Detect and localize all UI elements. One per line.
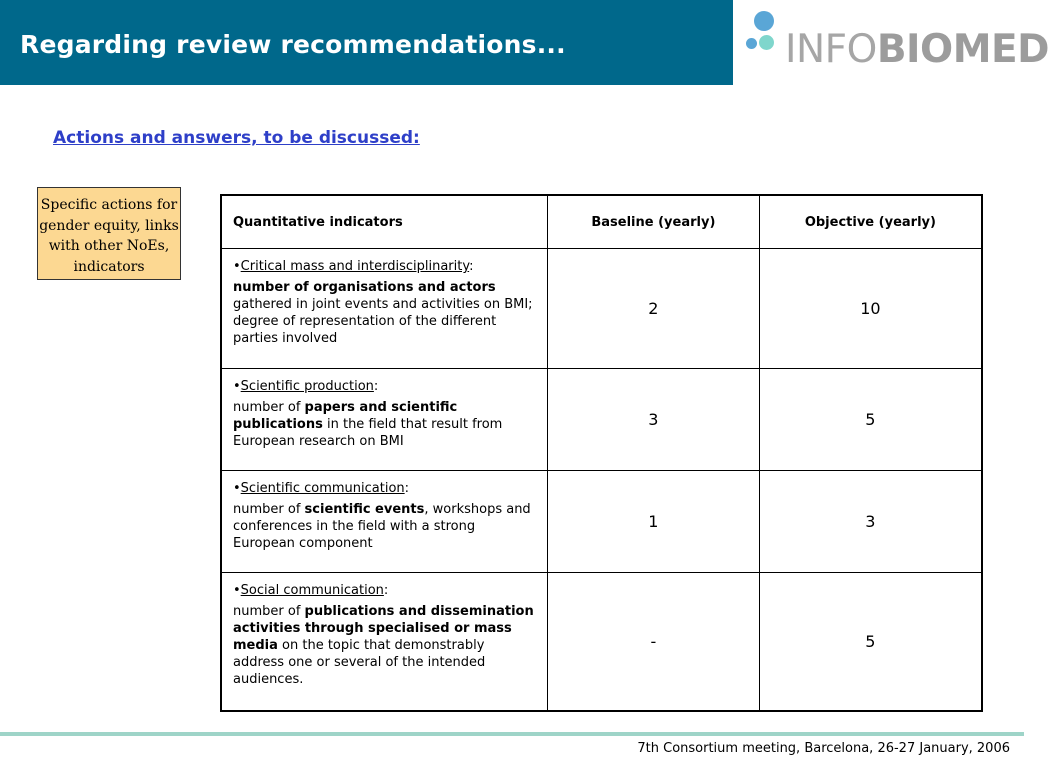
page-title: Regarding review recommendations... [20, 30, 566, 59]
indicator-cell: •Critical mass and interdisciplinarity: number of organisations and actors gathered in joint events and activities on BMI; degree of representation of the different parties involved [221, 249, 548, 369]
indicator-title: Scientific production [240, 379, 374, 395]
column-header: Baseline (yearly) [548, 195, 760, 249]
baseline-value: - [548, 573, 760, 711]
logo-dot-icon [759, 35, 774, 50]
logo-wordmark: INFOBIOMED [785, 27, 1049, 72]
indicator-description: number of scientific events, workshops and conferences in the field with a strong European component [233, 502, 531, 552]
indicator-cell: •Social communication: number of publications and dissemination activities through specialised or mass media on the topic that demonstrably address one or several of the intended audiences. [221, 573, 548, 711]
title-bar [0, 0, 733, 85]
column-header: Objective (yearly) [759, 195, 982, 249]
indicator-title: Social communication [240, 583, 384, 599]
baseline-value: 1 [548, 471, 760, 573]
baseline-value: 2 [548, 249, 760, 369]
indicator-cell: •Scientific production: number of papers and scientific publications in the field that result from European research on BMI [221, 369, 548, 471]
objective-value: 5 [759, 573, 982, 711]
indicator-description: number of papers and scientific publications in the field that result from European research on BMI [233, 400, 503, 450]
logo-dot-icon [754, 11, 774, 31]
objective-value: 3 [759, 471, 982, 573]
footer-text: 7th Consortium meeting, Barcelona, 26-27 January, 2006 [637, 741, 1010, 756]
note-box: Specific actions for gender equity, links with other NoEs, indicators [37, 187, 181, 280]
indicator-title: Scientific communication [240, 481, 405, 497]
table-row [221, 369, 982, 471]
indicators-table [220, 194, 983, 712]
indicator-cell: •Scientific communication: number of scientific events, workshops and conferences in the field with a strong European component [221, 471, 548, 573]
section-subtitle: Actions and answers, to be discussed: [53, 128, 420, 148]
indicator-title: Critical mass and interdisciplinarity [240, 259, 470, 274]
table-row [221, 249, 982, 369]
baseline-value: 3 [548, 369, 760, 471]
footer-divider [0, 732, 1024, 736]
table-row [221, 471, 982, 573]
table-header-row [221, 195, 982, 249]
indicator-description: number of organisations and actors gathered in joint events and activities on BMI; degree of representation of the different parties involved [233, 280, 533, 346]
indicator-description: number of publications and dissemination activities through specialised or mass media on the topic that demonstrably address one or several of the intended audiences. [233, 604, 534, 688]
objective-value: 5 [759, 369, 982, 471]
objective-value: 10 [759, 249, 982, 369]
infobiomed-logo [744, 8, 1049, 78]
logo-dot-icon [746, 38, 757, 49]
table-row [221, 573, 982, 711]
column-header: Quantitative indicators [221, 195, 548, 249]
